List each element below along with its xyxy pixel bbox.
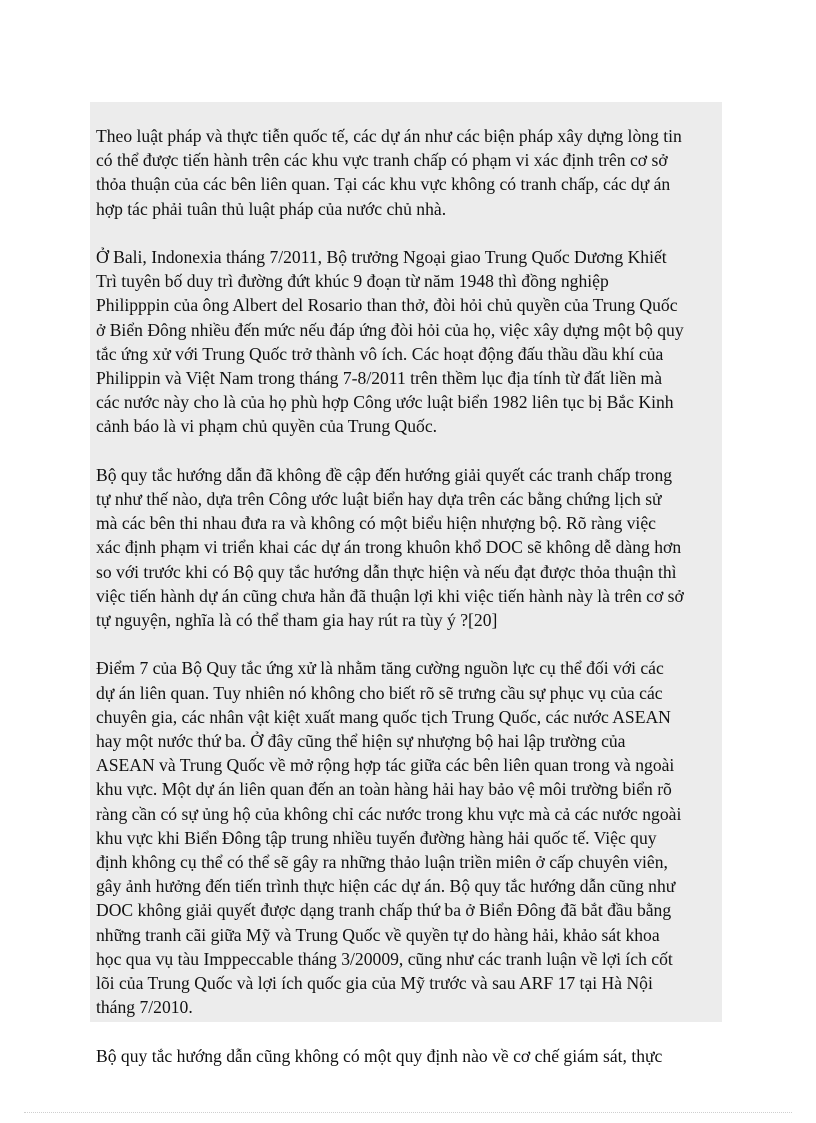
text-line: Ở Bali, Indonexia tháng 7/2011, Bộ trưởng Ngoại giao Trung Quốc Dương Khiết: [96, 247, 667, 267]
text-line: Điểm 7 của Bộ Quy tắc ứng xử là nhằm tăng cường nguồn lực cụ thể đối với các: [96, 658, 664, 679]
paragraph-5: [96, 1044, 726, 1068]
text-line: tự nguyện, nghĩa là có thể tham gia hay rút ra tùy ý ?[20]: [96, 610, 498, 631]
text-line: mà các bên thi nhau đưa ra và không có một biểu hiện nhượng bộ. Rõ ràng việc: [96, 513, 656, 534]
text-line: khu vực khi Biển Đông tập trung nhiều tuyến đường hàng hải quốc tế. Việc quy: [96, 827, 657, 848]
text-line: tháng 7/2010.: [96, 997, 193, 1018]
text-line: thỏa thuận của các bên liên quan. Tại các khu vực không có tranh chấp, các dự án: [96, 174, 671, 195]
text-line: định không cụ thể có thể sẽ gây ra những thảo luận triền miên ở cấp chuyên viên,: [96, 852, 668, 873]
text-line: DOC không giải quyết được dạng tranh chấp thứ ba ở Biển Đông đã bắt đầu bằng: [96, 900, 672, 921]
text-line: ràng cần có sự ủng hộ của không chỉ các nước trong khu vực mà cả các nước ngoài: [96, 803, 682, 824]
text-line: Bộ quy tắc hướng dẫn cũng không có một quy định nào về cơ chế giám sát, thực: [96, 1045, 663, 1066]
page-edge-divider: [24, 1112, 792, 1113]
text-line: tự như thế nào, dựa trên Công ước luật biển hay dựa trên các bằng chứng lịch sử: [96, 489, 662, 510]
text-line: lõi của Trung Quốc và lợi ích quốc gia của Mỹ trước và sau ARF 17 tại Hà Nội: [96, 973, 653, 994]
text-line: tắc ứng xử với Trung Quốc trở thành vô ích. Các hoạt động đấu thầu dầu khí của: [96, 343, 664, 364]
text-line: so với trước khi có Bộ quy tắc hướng dẫn thực hiện và nếu đạt được thỏa thuận thì: [96, 561, 677, 582]
text-line: việc tiến hành dự án cũng chưa hẳn đã thuận lợi khi việc tiến hành này là trên cơ sở: [96, 585, 684, 606]
document-body: [96, 124, 726, 1092]
text-line: hay một nước thứ ba. Ở đây cũng thể hiện sự nhượng bộ hai lập trường của: [96, 731, 626, 752]
text-line: dự án liên quan. Tuy nhiên nó không cho biết rõ sẽ trưng cầu sự phục vụ của các: [96, 682, 663, 703]
paragraph-3: [96, 463, 726, 632]
text-line: ASEAN và Trung Quốc về mở rộng hợp tác giữa các bên liên quan trong và ngoài: [96, 755, 675, 776]
text-line: những tranh cãi giữa Mỹ và Trung Quốc về quyền tự do hàng hải, khảo sát khoa: [96, 924, 660, 945]
text-line: Trì tuyên bố duy trì đường đứt khúc 9 đoạn từ năm 1948 thì đồng nghiệp: [96, 271, 609, 292]
text-line: các nước này cho là của họ phù hợp Công ước luật biển 1982 liên tục bị Bắc Kinh: [96, 392, 674, 413]
text-line: chuyên gia, các nhân vật kiệt xuất mang quốc tịch Trung Quốc, các nước ASEAN: [96, 706, 671, 727]
text-line: cảnh báo là vi phạm chủ quyền của Trung Quốc.: [96, 416, 438, 437]
paragraph-4: [96, 656, 726, 1019]
paragraph-1: [96, 124, 726, 221]
paragraph-2: [96, 245, 726, 439]
text-line: Philippin và Việt Nam trong tháng 7-8/2011 trên thềm lục địa tính từ đất liền mà: [96, 368, 663, 389]
text-line: Philipppin của ông Albert del Rosario than thở, đòi hỏi chủ quyền của Trung Quốc: [96, 295, 678, 316]
text-line: khu vực. Một dự án liên quan đến an toàn hàng hải hay bảo vệ môi trường biển rõ: [96, 779, 672, 800]
text-line: học qua vụ tàu Imppeccable tháng 3/20009, cũng như các tranh luận về lợi ích cốt: [96, 948, 673, 969]
text-line: hợp tác phải tuân thủ luật pháp của nước chủ nhà.: [96, 198, 447, 219]
text-line: xác định phạm vi triển khai các dự án trong khuôn khổ DOC sẽ không dễ dàng hơn: [96, 537, 682, 558]
text-line: có thể được tiến hành trên các khu vực tranh chấp có phạm vi xác định trên cơ sở: [96, 150, 668, 171]
text-line: Theo luật pháp và thực tiễn quốc tế, các dự án như các biện pháp xây dựng lòng tin: [96, 126, 682, 146]
text-line: Bộ quy tắc hướng dẫn đã không đề cập đến hướng giải quyết các tranh chấp trong: [96, 464, 673, 485]
text-line: gây ảnh hưởng đến tiến trình thực hiện các dự án. Bộ quy tắc hướng dẫn cũng như: [96, 876, 676, 897]
text-line: ở Biển Đông nhiều đến mức nếu đáp ứng đòi hỏi của họ, việc xây dựng một bộ quy: [96, 319, 684, 340]
